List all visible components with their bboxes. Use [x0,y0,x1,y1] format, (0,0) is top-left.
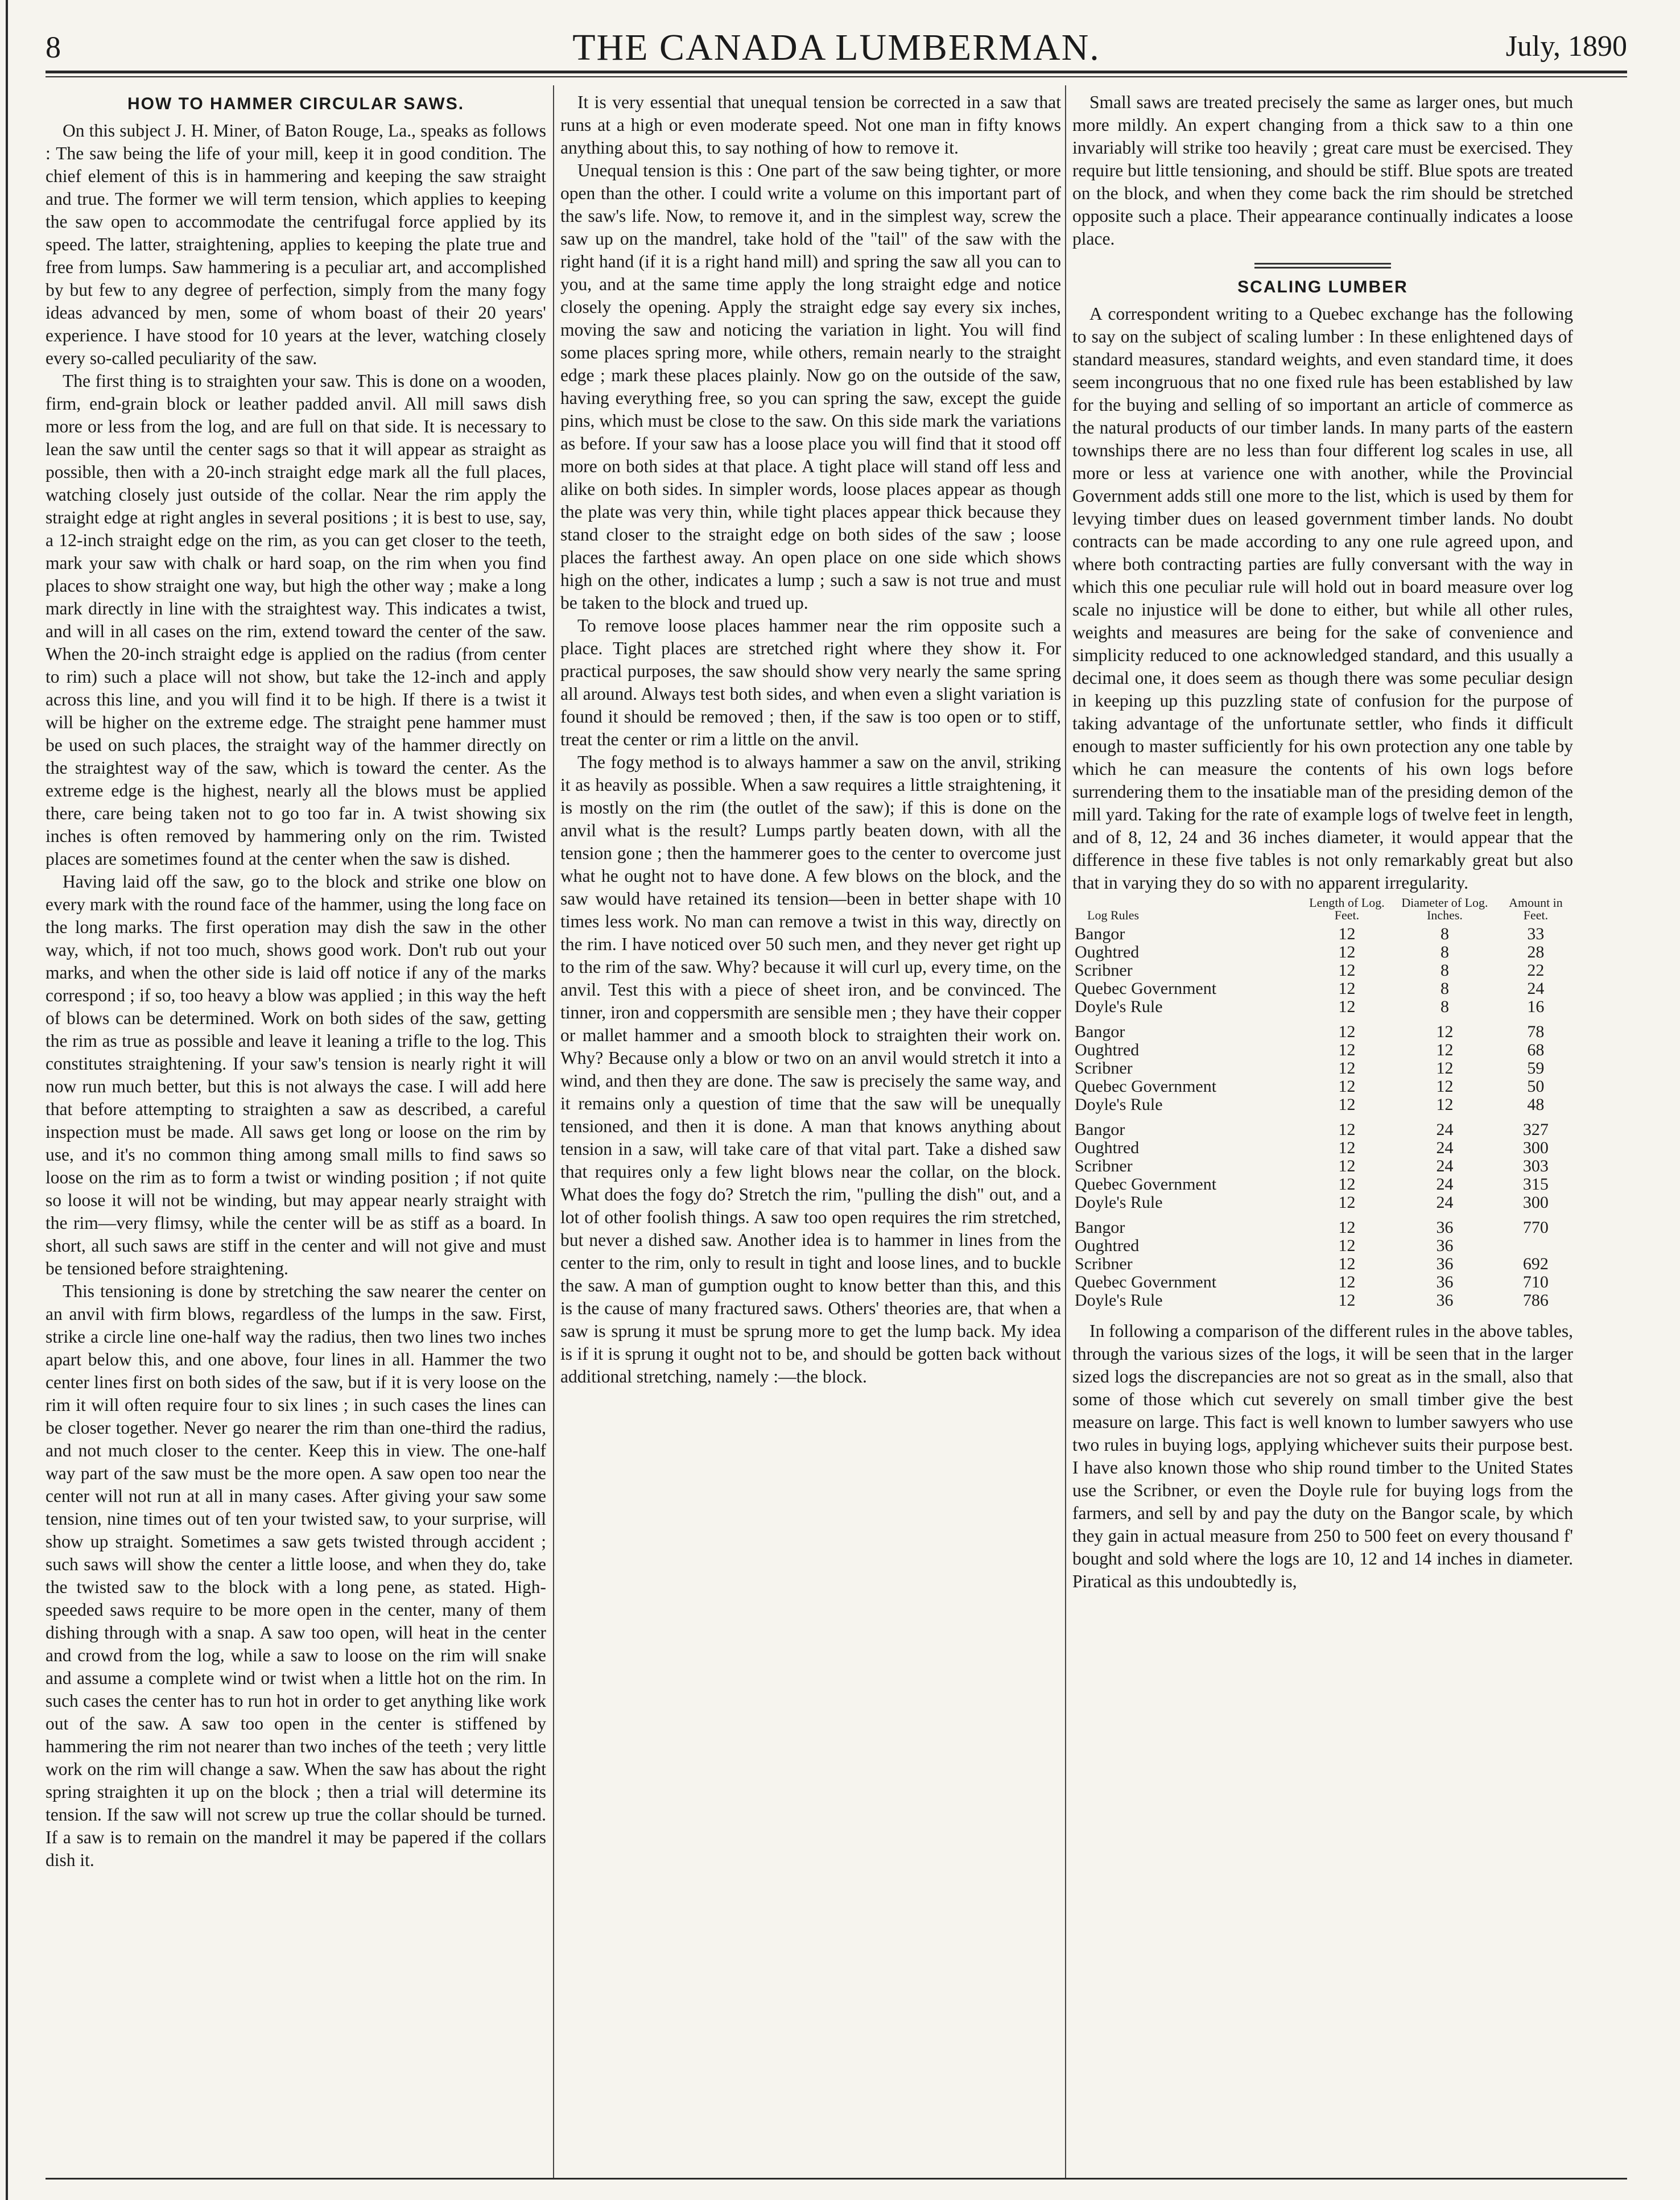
log-diameter: 8 [1440,979,1449,998]
log-diameter: 24 [1436,1138,1454,1157]
log-rules-table [1072,897,1573,1310]
table-row [1072,961,1573,980]
log-rule-name: Oughtred [1075,1138,1140,1157]
column-rule-1 [553,85,554,2179]
log-diameter: 36 [1436,1291,1454,1310]
table-row [1072,1059,1573,1078]
table-row [1072,1139,1573,1157]
log-rule-name: Bangor [1075,1022,1125,1041]
log-diameter: 24 [1436,1193,1454,1212]
paragraph: Small saws are treated precisely the same as larger ones, but much more mildly. An expert changing from a thick saw to a thin one invariably will strike too heavily ; great care must be exercised. They require but little tensioning, and should be stiff. Blue spots are treated on the block, and when they come back the rim should be stretched opposite such a place. Their appearance continually indicates a loose place. [1072,92,1573,249]
log-amount: 28 [1527,943,1545,961]
log-diameter: 8 [1440,997,1449,1016]
paragraph: The first thing is to straighten your saw. This is done on a wooden, firm, end-grain block or leather padded anvil. All mill saws dish more or less from the log, and are full on that side. It is necessary to lean the saw until the center sags so that it will appear as straight as possible, then with a 20-inch straight edge mark all the full places, watching closely just outside of the collar. Near the rim apply the straight edge at right angles in several positions ; it is best to use, say, a 12-inch straight edge on the rim, as you can get closer to the teeth, mark your saw with chalk or hard soap, on the rim when you find places to show straight one way, but high the other way ; make a long mark directly in line with the straightest way. This indicates a twist, and will in all cases on the rim, extend toward the center of the saw. When the 20-inch straight edge is applied on the radius (from center to rim) such a place will not show, but take the 12-inch and apply across this line, and you will find it to be high. If there is a twist it will be higher on the extreme edge. The straight pene hammer must be used on such places, the straight way of the hammer directly on the straightest way of the saw, which is toward the center. As the extreme edge is the highest, nearly all the blows must be applied there, care being taken not to go too far in. A twist showing six inches is often removed by hammering only on the rim. Twisted places are sometimes found at the center when the saw is dished. [46,371,546,869]
table-row [1072,1114,1573,1139]
log-diameter: 24 [1436,1175,1454,1194]
log-rule-name: Quebec Government [1075,1077,1217,1096]
log-length: 12 [1338,1059,1356,1078]
log-diameter: 8 [1440,924,1449,943]
log-amount: 692 [1522,1254,1549,1273]
column-rule-2 [1065,85,1066,2179]
log-rule-name: Oughtred [1075,1041,1140,1059]
log-diameter: 8 [1440,943,1449,961]
log-rules-body [1072,925,1573,1310]
col-header-rules: Log Rules [1087,908,1140,922]
log-length: 12 [1338,1157,1356,1175]
paragraph: Unequal tension is this : One part of the saw being tighter, or more open than the other. I could write a volume on this important part of the saw's life. Now, to remove it, and in the simplest way, screw the saw up on the mandrel, take hold of the "tail" of the saw with the right hand (if it is a right hand mill) and spring the saw all you can to you, and at the same time apply the long straight edge and notice closely the opening. Apply the straight edge say every six inches, moving the saw and noticing the variation in light. You will find some places spring more, while others, remain nearly to the straight edge ; mark these places plainly. Now go on the outside of the saw, having everything free, so you can spring the saw, except the guide pins, which must be close to the saw. On this side mark the variations as before. If your saw has a loose place you will find that it stood off more on both sides at that place. A tight place will stand off less and alike on both sides. In simpler words, loose places appear as though the plate was very thin, while tight places appear thick because they stand closer to the straight edge on both sides of the saw ; loose places the farthest away. An open place on one side which shows high on the other, indicates a lump ; such a saw is not true and must be taken to the block and trued up. [560,160,1061,613]
table-row [1072,943,1573,961]
log-amount: 68 [1527,1041,1545,1059]
col-header-diameter: Diameter of Log. Inches. [1401,895,1488,922]
log-diameter: 12 [1436,1022,1454,1041]
log-amount: 770 [1522,1218,1549,1237]
table-row [1072,1273,1573,1291]
page-border [6,0,8,2200]
section-divider [1072,257,1573,267]
log-amount: 33 [1527,924,1545,943]
table-row [1072,1016,1573,1041]
log-diameter: 12 [1436,1095,1454,1114]
log-diameter: 36 [1436,1254,1454,1273]
table-row [1072,1237,1573,1255]
log-rule-name: Doyle's Rule [1075,1095,1163,1114]
article-title-saws: HOW TO HAMMER CIRCULAR SAWS. [127,94,465,113]
log-amount: 303 [1522,1157,1549,1175]
column-2 [560,91,1061,2173]
log-length: 12 [1338,1041,1356,1059]
log-length: 12 [1338,1273,1356,1291]
paragraph: Having laid off the saw, go to the block and strike one blow on every mark with the round face of the hammer, using the long face on the long marks. The first operation may dish the saw in the other way, which, if not too much, shows good work. Don't rub out your marks, and when the other side is laid off notice if any of the marks correspond ; if so, too heavy a blow was applied ; in this way the heft of blows can be determined. Work on both sides of the saw, getting the rim as true as possible and leave it leaning a trifle to the log. This constitutes straightening. If your saw's tension is nearly right it will now run much better, but this is not always the case. I will add here that before attempting to straighten a saw as described, a careful inspection must be made. All saws get long or loose on the rim by use, and it's no common thing among small mills to find saws so loose on the rim as to form a twist or winding position ; if not quite so loose it will not be winding, but may appear nearly straight with the rim—very flimsy, while the center will be as stiff as a board. In short, all such saws are stiff in the center and will not give and must be tensioned before straightening. [46,872,546,1278]
log-length: 12 [1338,1254,1356,1273]
log-rule-name: Scribner [1075,961,1133,980]
paragraph: To remove loose places hammer near the rim opposite such a place. Tight places are stretched right where they show it. For practical purposes, the saw should show very nearly the same spring all around. Always test both sides, and when even a slight variation is found it should be removed ; then, if the saw is too open or to stiff, treat the center or rim a little on the anvil. [560,616,1061,749]
log-rule-name: Quebec Government [1075,979,1217,998]
table-row [1072,980,1573,998]
log-length: 12 [1338,1120,1356,1139]
article-title-scaling: SCALING LUMBER [1237,278,1408,296]
table-row [1072,1157,1573,1175]
log-amount: 50 [1527,1077,1545,1096]
log-rule-name: Oughtred [1075,943,1140,961]
log-length: 12 [1338,1077,1356,1096]
column-3 [1072,91,1573,2173]
log-amount [1499,1237,1573,1255]
page-number: 8 [46,30,61,64]
log-diameter: 8 [1440,961,1449,980]
log-length: 12 [1338,1175,1356,1194]
log-amount: 22 [1527,961,1545,980]
log-diameter: 12 [1436,1041,1454,1059]
log-rule-name: Scribner [1075,1254,1133,1273]
table-row [1072,1212,1573,1237]
log-diameter: 36 [1436,1236,1454,1255]
table-row [1072,1255,1573,1273]
log-diameter: 12 [1436,1059,1454,1078]
log-rule-name: Scribner [1075,1059,1133,1078]
log-length: 12 [1338,997,1356,1016]
log-diameter: 36 [1436,1218,1454,1237]
col-header-amount: Amount in Feet. [1509,895,1563,922]
log-amount: 710 [1522,1273,1549,1291]
paragraph: In following a comparison of the different rules in the above tables, through the various sizes of the logs, it will be seen that in the larger sized logs the discrepancies are not so great as in the small, also that some of those which cut severely on small timber give the best measure on large. This fact is well known to lumber sawyers who use two rules in buying logs, applying whichever suits their purpose best. I have also known those who ship round timber to the United States use the Scribner, or even the Doyle rule for buying logs from the farmers, and sell by and pay the duty on the Bangor scale, by which they gain in actual measure from 250 to 500 feet on every thousand f' bought and sold where the logs are 10, 12 and 14 inches in diameter. Piratical as this undoubtedly is, [1072,1321,1573,1591]
log-length: 12 [1338,1022,1356,1041]
table-row [1072,1175,1573,1194]
log-length: 12 [1338,1291,1356,1310]
log-diameter: 36 [1436,1273,1454,1291]
issue-date: July, 1890 [1505,30,1627,63]
log-amount: 327 [1522,1120,1549,1139]
table-row [1072,1078,1573,1096]
log-diameter: 24 [1436,1157,1454,1175]
table-row [1072,998,1573,1016]
log-length: 12 [1338,1138,1356,1157]
log-rule-name: Quebec Government [1075,1273,1217,1291]
paragraph: It is very essential that unequal tension be corrected in a saw that runs at a high or even moderate speed. Not one man in fifty knows anything about this, to say nothing of how to remove it. [560,92,1061,158]
table-row [1072,925,1573,943]
log-rule-name: Bangor [1075,1120,1125,1139]
table-row [1072,1194,1573,1212]
log-length: 12 [1338,1193,1356,1212]
table-row [1072,1041,1573,1059]
log-rule-name: Bangor [1075,1218,1125,1237]
log-diameter: 12 [1436,1077,1454,1096]
log-rule-name: Doyle's Rule [1075,1291,1163,1310]
footer-rule [46,2178,1627,2180]
log-length: 12 [1338,1218,1356,1237]
table-row [1072,1291,1573,1310]
log-length: 12 [1338,1095,1356,1114]
log-length: 12 [1338,1236,1356,1255]
log-amount: 300 [1522,1193,1549,1212]
paragraph: The fogy method is to always hammer a saw on the anvil, striking it as heavily as possible. When a saw requires a little straightening, it is mostly on the rim (the outlet of the saw); if this is done on the anvil what is the result? Lumps partly beaten down, with all the tension gone ; then the hammerer goes to the center to overcome just what he ought not to have done. A few blows on the block, and the saw would have retained its tension—been in better shape with 10 times less work. No man can remove a twist in this way, directly on the rim. I have noticed over 50 such men, and they never get right up to the rim of the saw. Why? because it will curl up, every time, on the anvil. Test this with a piece of sheet iron, and be convinced. The tinner, iron and coppersmith are sensible men ; they have their copper or mallet hammer and a smooth block to straighten their work on. Why? Because only a blow or two on an anvil would stretch it into a wind, and then they are done. The saw is precisely the same way, and it remains only a question of time that the saw will be unequally tensioned, and then it is done. A man that knows anything about tension in a saw, will take care of that vital part. Take a dished saw that requires only a few light blows near the collar, on the block. What does the fogy do? Stretch the rim, "pulling the dish" out, and a lot of other foolish things. A saw too open requires the rim stretched, but never a dished saw. Another idea is to hammer in lines from the center to the rim, only to result in tight and loose lines, and to buckle the saw. A man of gumption ought to know better than this, and this is the cause of many fractured saws. Others' theories are, that when a saw is sprung it must be sprung more to get the lump back. My idea is if it is sprung it ought not to be, and should be gotten back without additional stretching, namely :—the block. [560,752,1061,1386]
paragraph: This tensioning is done by stretching the saw nearer the center on an anvil with firm blows, regardless of the lumps in the saw. First, strike a circle line one-half way the radius, then two lines two inches apart below this, and one above, four lines in all. Hammer the two center lines first on both sides of the saw, but if it is very loose on the rim it will often require four to six lines ; in such cases the lines can be closer together. Never go nearer the rim than one-third the radius, and not much closer to the center. Keep this in view. The one-half way part of the saw must be the more open. A saw open too near the center will not run at all in many cases. After giving your saw some tension, nine times out of ten your twisted saw, to your surprise, will show up straight. Sometimes a saw gets twisted through accident ; such saws will show the center a little loose, and when they do, take the twisted saw to the block with a long pene, as stated. High-speeded saws require to be more open in the center, many of them dishing through with a snap. A saw too open, will heat in the center and crowd from the log, while a saw to loose on the rim will snake and assume a complete wind or twist when a little hot on the rim. In such cases the center has to run hot in order to get anything like work out of the saw. A saw too open in the center is stiffened by hammering the rim not nearer than two inches of the teeth ; very little work on the rim will change a saw. When the saw has about the right spring straighten it up on the block ; then a trial will determine its tension. If the saw will not screw up true the collar should be turned. If a saw is to remain on the mandrel it may be papered if the collars dish it. [46,1281,546,1870]
log-amount: 78 [1527,1022,1545,1041]
log-length: 12 [1338,924,1356,943]
table-row [1072,1096,1573,1114]
log-amount: 300 [1522,1138,1549,1157]
log-amount: 24 [1527,979,1545,998]
column-1 [46,91,546,2173]
log-length: 12 [1338,979,1356,998]
paragraph: A correspondent writing to a Quebec exchange has the following to say on the subject of scaling lumber : In these enlightened days of standard measures, standard weights, and even standard time, it does seem incongruous that no one fixed rule has been established by law for the buying and selling of so important an article of commerce as the natural products of our timber lands. In many parts of the eastern townships there are no less than four different log scales in use, all more or less at varience one with another, while the Provincial Government adds still one more to the list, which is used by them for levying timber dues on leased government timber lands. No doubt contracts can be made according to any one rule agreed upon, and where both contracting parties are fully conversant with the way in which this one peculiar rule will hold out in board measure over log scale no injustice will be done to either, but while all other rules, weights and measures are being for the sake of convenience and simplicity reduced to one acknowledged standard, and this usually a decimal one, it does seem as though there was some peculiar design in keeping up this puzzling state of confusion for the purpose of taking advantage of the unfortunate settler, who finds it difficult enough to master sufficiently for his own protection any one table by which he can measure the contents of his own logs before surrendering them to the insatiable man of the presiding demon of the mill yard. Taking for the rate of example logs of twelve feet in length, and of 8, 12, 24 and 36 inches diameter, it would appear that the difference in these five tables is not only remarkably great but also that in varying they do so with no apparent irregularity. [1072,304,1573,893]
log-rule-name: Bangor [1075,924,1125,943]
col-header-length: Length of Log. Feet. [1309,895,1385,922]
log-amount: 48 [1527,1095,1545,1114]
masthead [46,27,1627,68]
paragraph: On this subject J. H. Miner, of Baton Rouge, La., speaks as follows : The saw being the life of your mill, keep it in good condition. The chief element of this is in hammering and keeping the saw straight and true. The former we will term tension, which applies to keeping the saw open to accommodate the centrifugal force applied by its speed. The latter, straightening, applies to keeping the plate true and free from lumps. Saw hammering is a peculiar art, and accomplished by but few to any degree of perfection, simply from the many fogy ideas advanced by men, some of whom boast of their 20 years' experience. I have stood for 10 years at the lever, watching closely every so-called peculiarity of the saw. [46,121,546,368]
log-rule-name: Scribner [1075,1157,1133,1175]
log-rule-name: Doyle's Rule [1075,1193,1163,1212]
log-amount: 59 [1527,1059,1545,1078]
log-length: 12 [1338,961,1356,980]
masthead-rule-thin [46,76,1627,77]
log-amount: 786 [1522,1291,1549,1310]
log-rule-name: Quebec Government [1075,1175,1217,1194]
newspaper-title: THE CANADA LUMBERMAN. [572,27,1100,68]
log-rule-name: Oughtred [1075,1236,1140,1255]
log-length: 12 [1338,943,1356,961]
masthead-rule [46,71,1627,73]
log-rule-name: Doyle's Rule [1075,997,1163,1016]
log-amount: 16 [1527,997,1545,1016]
log-amount: 315 [1522,1175,1549,1194]
log-diameter: 24 [1436,1120,1454,1139]
